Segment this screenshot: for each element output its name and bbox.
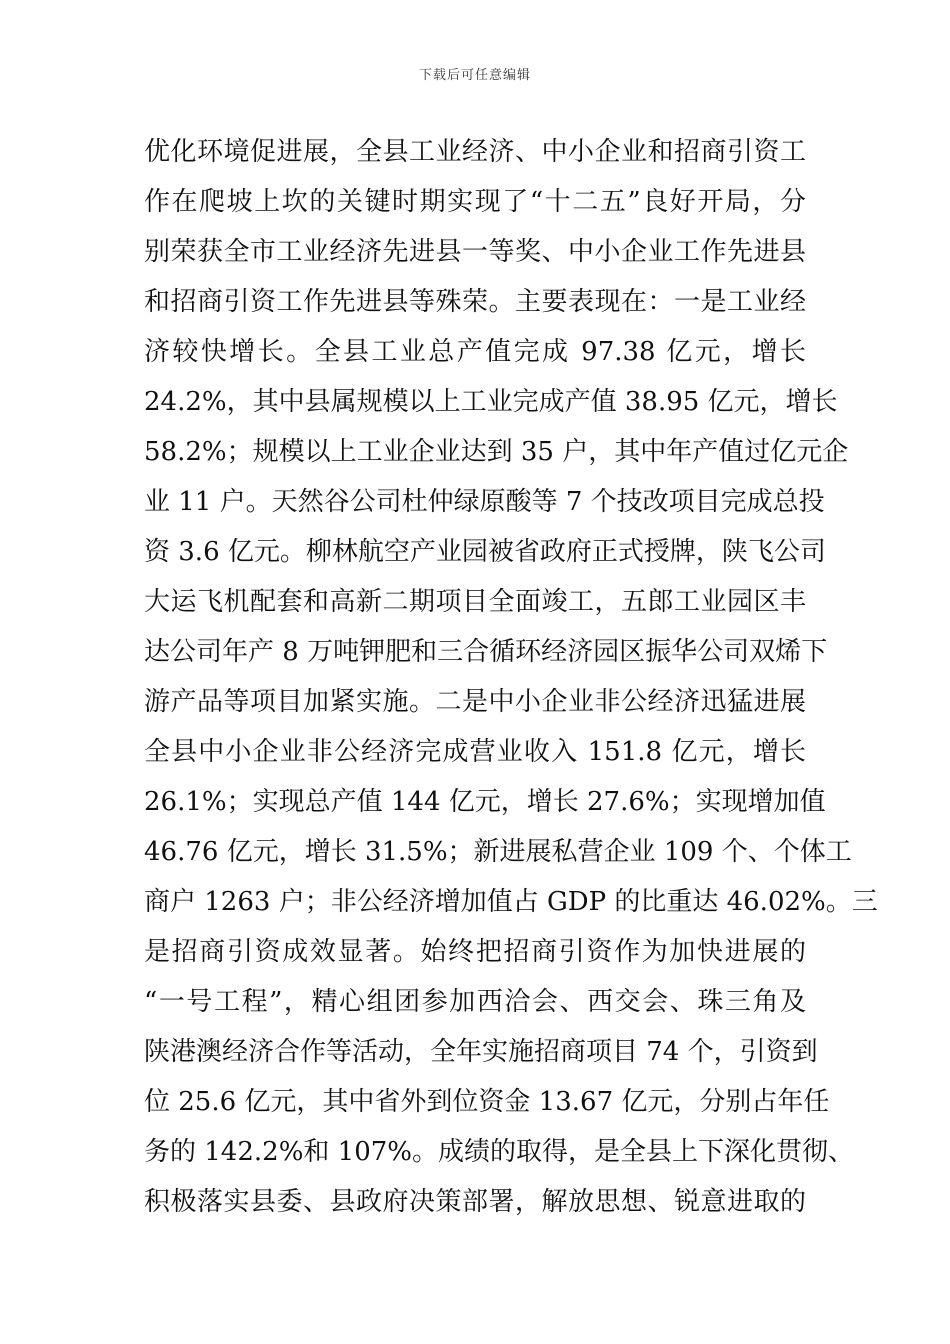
text-line: “一号工程”，精心组团参加西洽会、西交会、珠三角及 [144, 987, 806, 1017]
text-line: 达公司年产 8 万吨钾肥和三合循环经济园区振华公司双烯下 [144, 637, 828, 667]
document-body [144, 127, 878, 1227]
text-line: 是招商引资成效显著。始终把招商引资作为加快进展的 [144, 937, 806, 967]
text-line: 商户 1263 户；非公经济增加值占 GDP 的比重达 46.02%。三 [144, 887, 878, 917]
text-line: 别荣获全市工业经济先进县一等奖、中小企业工作先进县 [144, 237, 806, 267]
text-line: 游产品等项目加紧实施。二是中小企业非公经济迅猛进展 [144, 687, 806, 717]
text-line: 全县中小企业非公经济完成营业收入 151.8 亿元，增长 [144, 737, 806, 767]
text-line: 济较快增长。全县工业总产值完成 97.38 亿元，增长 [144, 337, 806, 367]
text-line: 大运飞机配套和高新二期项目全面竣工，五郎工业园区丰 [144, 587, 806, 617]
text-line: 业 11 户。天然谷公司杜仲绿原酸等 7 个技改项目完成总投 [144, 487, 825, 517]
text-line: 陕港澳经济合作等活动，全年实施招商项目 74 个，引资到 [144, 1037, 818, 1067]
text-line: 24.2%，其中县属规模以上工业完成产值 38.95 亿元，增长 [144, 387, 838, 417]
text-line: 和招商引资工作先进县等殊荣。主要表现在：一是工业经 [144, 287, 806, 317]
text-line: 58.2%；规模以上工业企业达到 35 户，其中年产值过亿元企 [144, 437, 849, 467]
text-line: 务的 142.2%和 107%。成绩的取得，是全县上下深化贯彻、 [144, 1137, 854, 1167]
text-line: 位 25.6 亿元，其中省外到位资金 13.67 亿元，分别占年任 [144, 1087, 830, 1117]
text-line: 优化环境促进展，全县工业经济、中小企业和招商引资工 [144, 137, 806, 167]
text-line: 46.76 亿元，增长 31.5%；新进展私营企业 109 个、个体工 [144, 837, 852, 867]
page-header: 下载后可任意编辑 [418, 68, 531, 83]
text-line: 作在爬坡上坎的关键时期实现了“十二五”良好开局，分 [144, 187, 806, 217]
text-line: 积极落实县委、县政府决策部署，解放思想、锐意进取的 [144, 1187, 806, 1217]
text-line: 资 3.6 亿元。柳林航空产业园被省政府正式授牌，陕飞公司 [144, 537, 826, 567]
text-line: 26.1%；实现总产值 144 亿元，增长 27.6%；实现增加值 [144, 787, 826, 817]
